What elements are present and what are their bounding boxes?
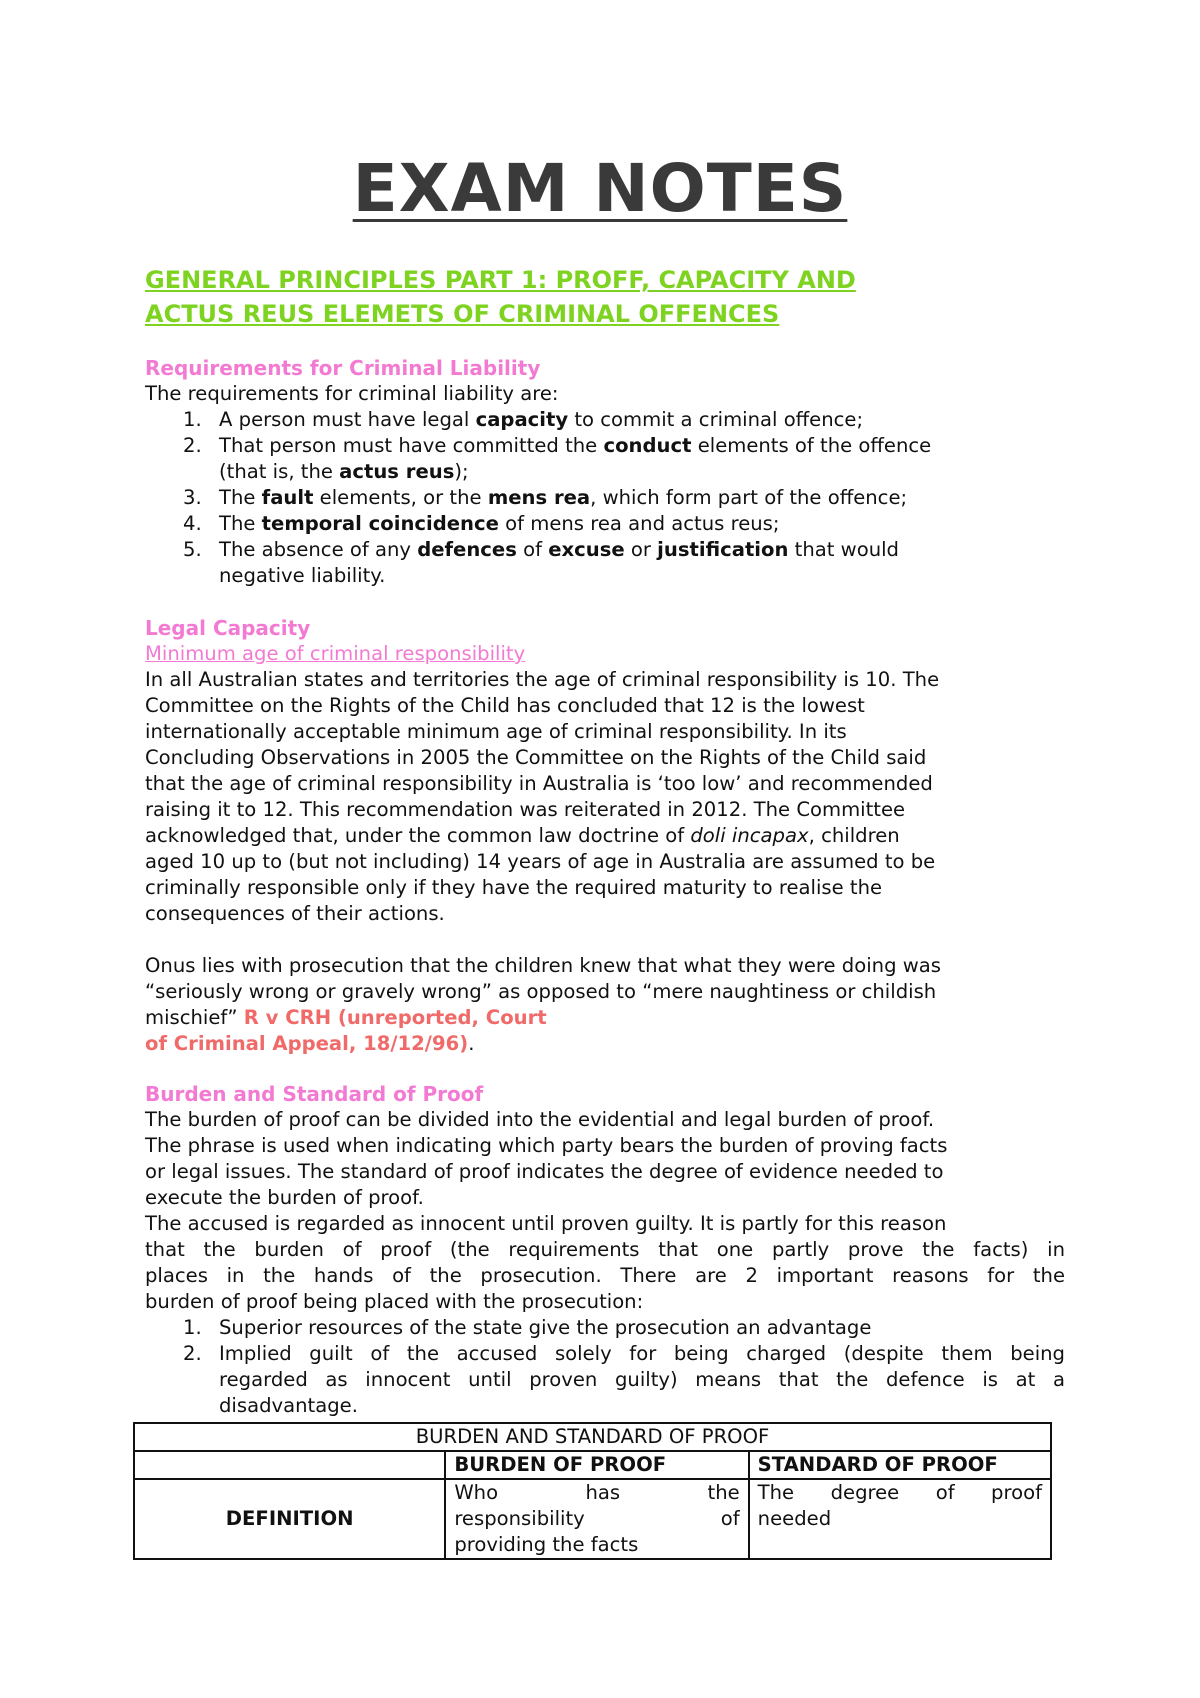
list-item: disadvantage. <box>219 1394 358 1417</box>
document-body <box>145 263 1065 1419</box>
table-empty-cell <box>134 1451 445 1479</box>
capacity-line: consequences of their actions. <box>145 902 445 925</box>
table-cell-standard: The degree of proof needed <box>749 1479 1051 1559</box>
capacity-line: aged 10 up to (but not including) 14 years of age in Australia are assumed to be <box>145 850 936 873</box>
list-item: 4. The temporal coincidence of mens rea and actus reus; <box>183 512 780 535</box>
list-item: 1. Superior resources of the state give the prosecution an advantage <box>183 1316 872 1339</box>
section-heading-line-1: GENERAL PRINCIPLES PART 1: PROFF, CAPACITY AND <box>145 266 856 294</box>
requirements-list <box>145 407 1065 589</box>
onus-line: Onus lies with prosecution that the children knew that what they were doing was <box>145 954 941 977</box>
capacity-line: acknowledged that, under the common law doctrine of doli incapax, children <box>145 824 900 847</box>
table-caption: BURDEN AND STANDARD OF PROOF <box>134 1423 1051 1451</box>
burden-line: places in the hands of the prosecution. There are 2 important reasons for the <box>145 1264 1065 1287</box>
section-heading-line-2: ACTUS REUS ELEMETS OF CRIMINAL OFFENCES <box>145 300 780 328</box>
doli-incapax-term: doli incapax <box>690 824 809 847</box>
capacity-line: criminally responsible only if they have the required maturity to realise the <box>145 876 883 899</box>
onus-line: of Criminal Appeal, 18/12/96). <box>145 1032 475 1055</box>
onus-line: “seriously wrong or gravely wrong” as opposed to “mere naughtiness or childish <box>145 980 937 1003</box>
capacity-line: Concluding Observations in 2005 the Committee on the Rights of the Child said <box>145 746 927 769</box>
case-citation: of Criminal Appeal, 18/12/96) <box>145 1032 469 1055</box>
table-header-standard: STANDARD OF PROOF <box>749 1451 1051 1479</box>
list-item: 2. Implied guilt of the accused solely for being charged (despite them being <box>183 1342 1065 1365</box>
list-item: (that is, the actus reus); <box>219 460 469 483</box>
minimum-age-subheading: Minimum age of criminal responsibility <box>145 642 526 665</box>
burden-standard-table <box>133 1422 1052 1560</box>
legal-capacity-heading: Legal Capacity <box>145 616 311 640</box>
onus-line: mischief” R v CRH (unreported, Court <box>145 1006 547 1029</box>
table-row <box>134 1479 1051 1559</box>
list-item: 5. The absence of any defences of excuse or justification that would <box>183 538 899 561</box>
list-item: 1. A person must have legal capacity to commit a criminal offence; <box>183 408 864 431</box>
list-item: 2. That person must have committed the conduct elements of the offence <box>183 434 932 457</box>
table-row-label: DEFINITION <box>134 1479 445 1559</box>
list-item: 3. The fault elements, or the mens rea, which form part of the offence; <box>183 486 908 509</box>
burden-line: that the burden of proof (the requirements that one partly prove the facts) in <box>145 1238 1065 1261</box>
table-cell-burden: Who has the responsibility of providing the facts <box>445 1479 748 1559</box>
capacity-line: raising it to 12. This recommendation was reiterated in 2012. The Committee <box>145 798 906 821</box>
requirements-heading: Requirements for Criminal Liability <box>145 356 541 380</box>
capacity-line: internationally acceptable minimum age of criminal responsibility. In its <box>145 720 847 743</box>
list-item: regarded as innocent until proven guilty) means that the defence is at a <box>219 1368 1065 1391</box>
list-item: negative liability. <box>219 564 386 587</box>
page-title: EXAM NOTES <box>352 150 848 227</box>
requirements-intro: The requirements for criminal liability are: <box>145 382 559 405</box>
burden-line: The accused is regarded as innocent until proven guilty. It is partly for this reason <box>145 1212 947 1235</box>
capacity-line: Committee on the Rights of the Child has concluded that 12 is the lowest <box>145 694 865 717</box>
burden-heading: Burden and Standard of Proof <box>145 1082 484 1106</box>
case-citation: R v CRH (unreported, Court <box>243 1006 547 1029</box>
burden-line: The burden of proof can be divided into the evidential and legal burden of proof. <box>145 1108 935 1131</box>
burden-line: execute the burden of proof. <box>145 1186 424 1209</box>
burden-line: The phrase is used when indicating which party bears the burden of proving facts <box>145 1134 948 1157</box>
capacity-line: that the age of criminal responsibility in Australia is ‘too low’ and recommended <box>145 772 933 795</box>
table-header-burden: BURDEN OF PROOF <box>445 1451 748 1479</box>
burden-line: or legal issues. The standard of proof indicates the degree of evidence needed to <box>145 1160 944 1183</box>
reasons-list <box>145 1315 1065 1419</box>
capacity-line: In all Australian states and territories the age of criminal responsibility is 10. The <box>145 668 940 691</box>
burden-line: burden of proof being placed with the prosecution: <box>145 1290 644 1313</box>
